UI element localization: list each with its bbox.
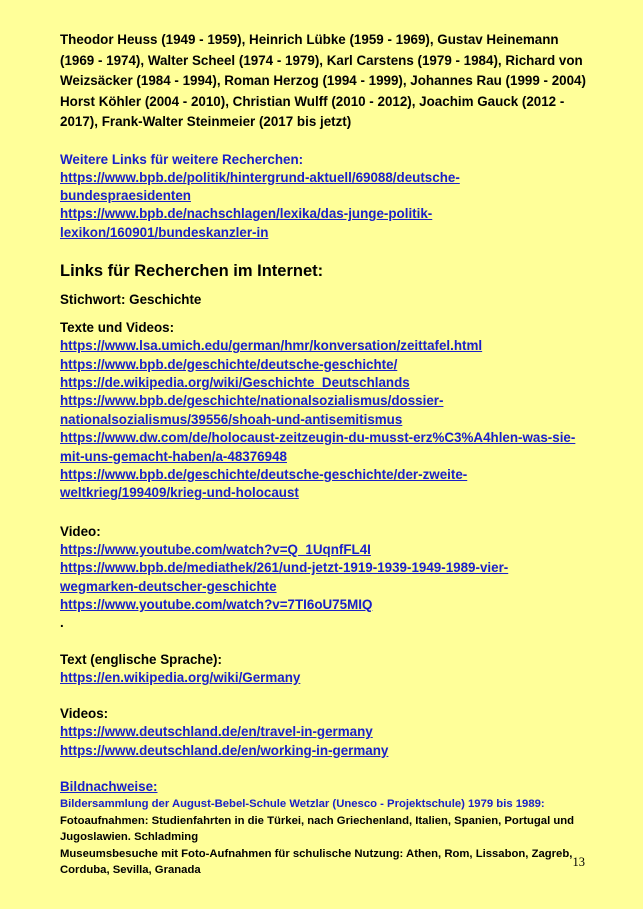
presidents-line: Weizsäcker (1984 - 1994), Roman Herzog (1994 - 1999), Johannes Rau (1999 - 2004)	[60, 73, 586, 88]
link-youtube-1[interactable]: https://www.youtube.com/watch?v=Q_1UqnfFL4I	[60, 541, 371, 557]
link-trailing-period: .	[60, 615, 64, 631]
video-section	[60, 523, 603, 633]
link-deutsche-geschichte[interactable]: https://www.bpb.de/geschichte/deutsche-geschichte/	[60, 356, 398, 372]
link-bundeskanzler[interactable]: https://www.bpb.de/nachschlagen/lexika/das-junge-politik- lexikon/160901/bundeskanzler-in	[60, 206, 433, 240]
english-text-section	[60, 651, 603, 687]
further-links-section	[60, 151, 603, 243]
link-shoah-antisemitismus[interactable]: https://www.bpb.de/geschichte/nationalsozialismus/dossier- nationalsozialismus/39556/shoah-und-antisemitismus	[60, 393, 444, 427]
link-wikipedia-germany[interactable]: https://en.wikipedia.org/wiki/Germany	[60, 669, 301, 685]
link-working-in-germany[interactable]: https://www.deutschland.de/en/working-in-germany	[60, 742, 389, 758]
credits-collection: Bildersammlung der August-Bebel-Schule Wetzlar (Unesco - Projektschule) 1979 bis 1989:	[60, 798, 545, 811]
presidents-line: (1969 - 1974), Walter Scheel (1974 - 1979), Karl Carstens (1979 - 1984), Richard von	[60, 52, 583, 68]
link-wikipedia-geschichte[interactable]: https://de.wikipedia.org/wiki/Geschichte_Deutschlands	[60, 374, 410, 390]
credits-museums: Museumsbesuche mit Foto-Aufnahmen für schulische Nutzung: Athen, Rom, Lissabon, Zagreb, Corduba, Sevilla, Granada	[60, 847, 573, 877]
link-travel-in-germany[interactable]: https://www.deutschland.de/en/travel-in-germany	[60, 724, 373, 740]
link-zeittafel[interactable]: https://www.lsa.umich.edu/german/hmr/konversation/zeittafel.html	[60, 338, 483, 354]
videos-section	[60, 705, 603, 760]
page-number: 13	[572, 855, 585, 869]
credits-photos: Fotoaufnahmen: Studienfahrten in die Türkei, nach Griechenland, Italien, Spanien, Portugal und Jugoslawien. Schladming	[60, 814, 575, 844]
presidents-line: Theodor Heuss (1949 - 1959), Heinrich Lübke (1959 - 1969), Gustav Heinemann	[60, 32, 559, 47]
credits-section	[60, 778, 603, 879]
texts-videos-section	[60, 319, 603, 503]
research-heading: Links für Recherchen im Internet:	[60, 262, 324, 281]
videos-label: Videos:	[60, 706, 109, 722]
presidents-line: Horst Köhler (2004 - 2010), Christian Wulff (2010 - 2012), Joachim Gauck (2012 -	[60, 93, 565, 109]
presidents-paragraph	[60, 30, 603, 133]
link-vier-wegmarken[interactable]: https://www.bpb.de/mediathek/261/und-jetzt-1919-1939-1949-1989-vier- wegmarken-deutscher-geschichte	[60, 560, 509, 594]
link-zweiter-weltkrieg[interactable]: https://www.bpb.de/geschichte/deutsche-geschichte/der-zweite- weltkrieg/199409/krieg-und-holocaust	[60, 466, 468, 501]
link-dw-zeitzeugin[interactable]: https://www.dw.com/de/holocaust-zeitzeugin-du-musst-erz%C3%A4hlen-was-sie- mit-uns-gemacht-haben/a-48376948	[60, 430, 576, 464]
further-links-title: Weitere Links für weitere Recherchen:	[60, 151, 304, 167]
english-text-label: Text (englische Sprache):	[60, 651, 222, 667]
keyword-label: Stichwort: Geschichte	[60, 292, 202, 308]
texts-videos-label: Texte und Videos:	[60, 320, 175, 336]
presidents-line: 2017), Frank-Walter Steinmeier (2017 bis jetzt)	[60, 114, 352, 129]
credits-title: Bildnachweise:	[60, 779, 158, 795]
link-youtube-2[interactable]: https://www.youtube.com/watch?v=7TI6oU75MIQ	[60, 597, 373, 612]
video-label: Video:	[60, 523, 101, 539]
link-bundespraesidenten[interactable]: https://www.bpb.de/politik/hintergrund-aktuell/69088/deutsche- bundespraesidenten	[60, 169, 460, 203]
